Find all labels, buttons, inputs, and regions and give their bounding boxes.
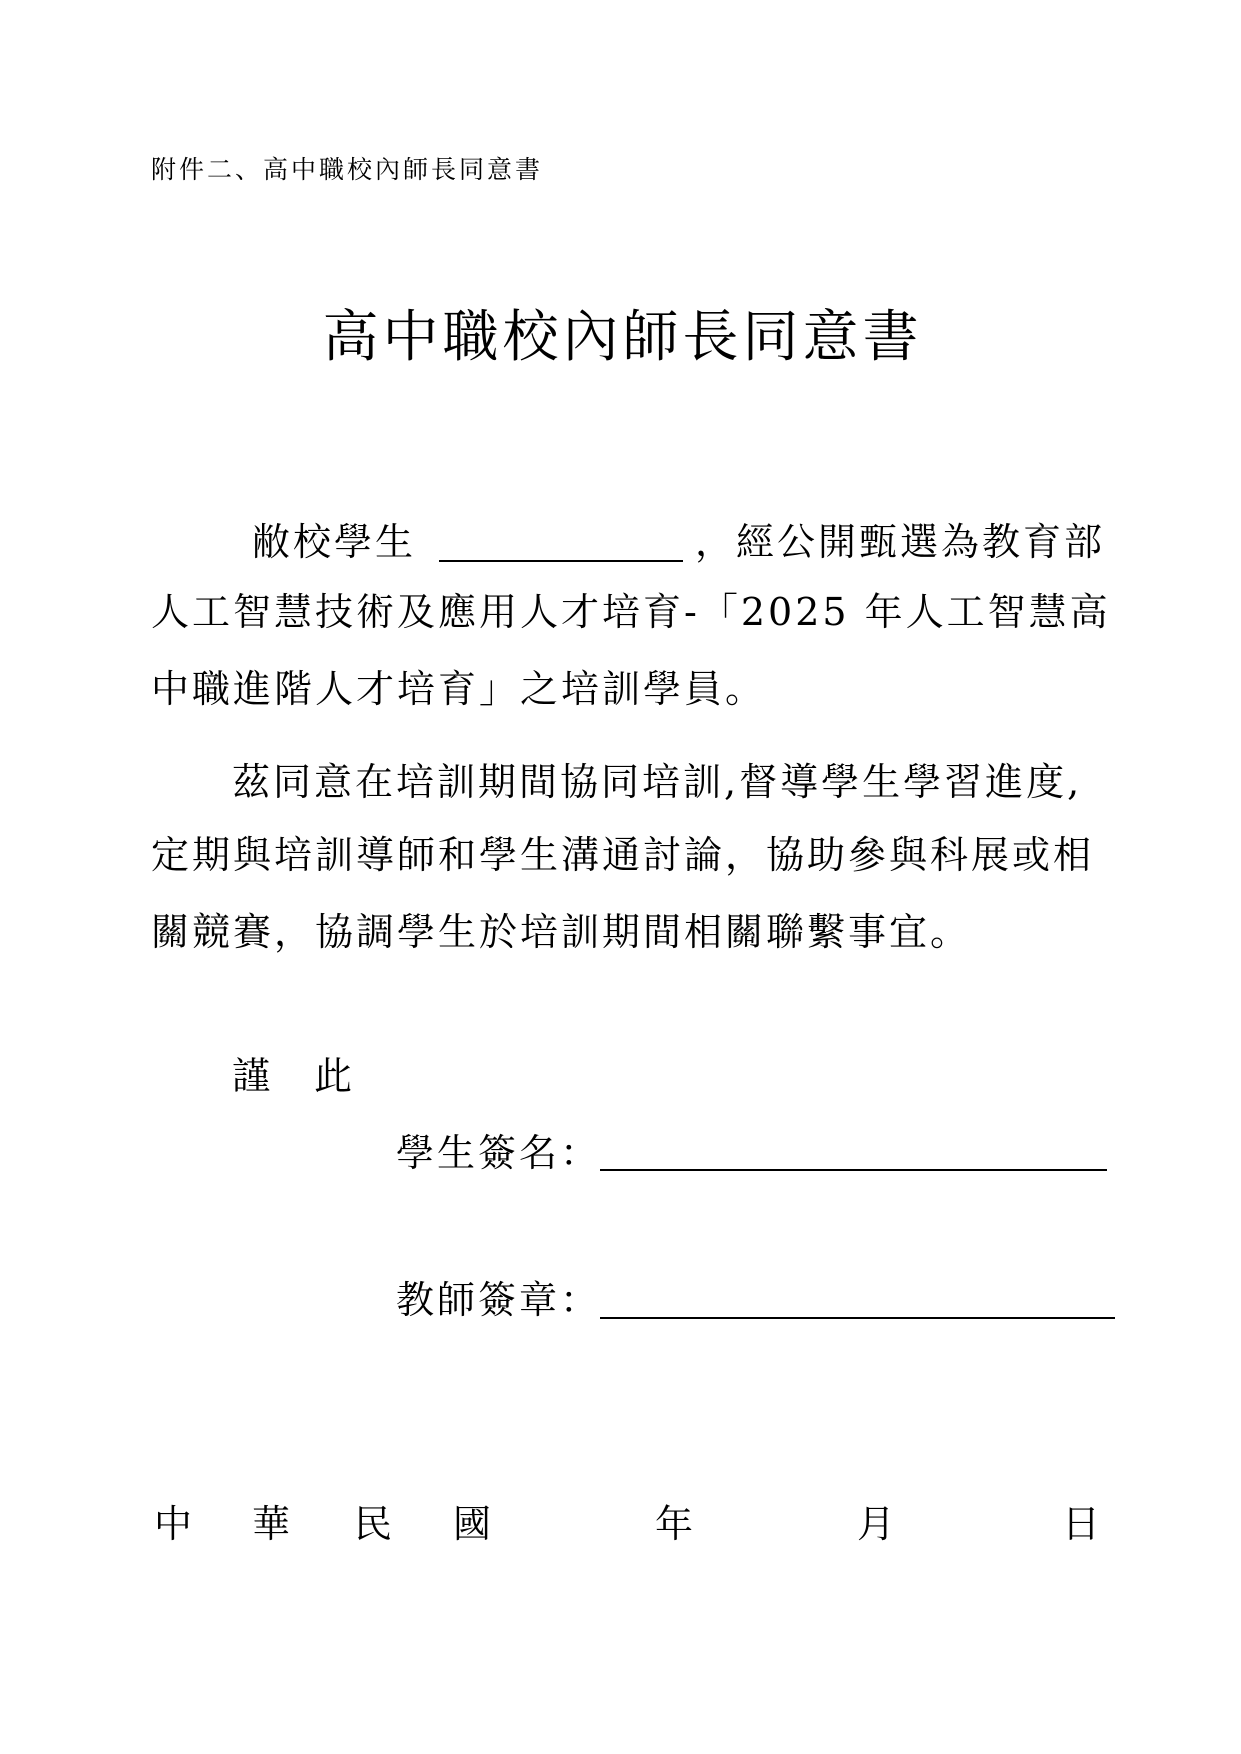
date-era-char: 華	[252, 1502, 291, 1546]
document-title: 高中職校內師長同意書	[322, 305, 923, 370]
date-era-char: 中	[154, 1502, 193, 1546]
consent-line-1: 茲同意在培訓期間協同培訓,督導學生學習進度,	[232, 760, 1083, 804]
selection-statement: ，經公開甄選為教育部	[695, 520, 1106, 564]
student-signature-line	[600, 1169, 1107, 1171]
student-name-blank	[439, 560, 683, 562]
date-day-label: 日	[1062, 1502, 1101, 1546]
enrollment-line-3: 中職進階人才培育」之培訓學員。	[151, 667, 767, 711]
date-month-label: 月	[857, 1502, 896, 1546]
consent-line-3: 關競賽，協調學生於培訓期間相關聯繫事宜。	[151, 910, 972, 954]
consent-line-2: 定期與培訓導師和學生溝通討論，協助參與科展或相	[151, 833, 1095, 877]
closing-salutation: 謹 此	[232, 1054, 356, 1098]
teacher-signature-label: 教師簽章：	[396, 1278, 602, 1322]
teacher-signature-line	[600, 1317, 1115, 1319]
date-era-char: 民	[354, 1502, 393, 1546]
enrollment-line-2: 人工智慧技術及應用人才培育-「2025 年人工智慧高	[151, 590, 1111, 634]
student-signature-label: 學生簽名：	[396, 1131, 602, 1175]
date-year-label: 年	[655, 1502, 694, 1546]
attachment-label: 附件二、高中職校內師長同意書	[151, 155, 544, 184]
school-student-prefix: 敝校學生	[252, 520, 417, 564]
date-era-char: 國	[453, 1502, 492, 1546]
